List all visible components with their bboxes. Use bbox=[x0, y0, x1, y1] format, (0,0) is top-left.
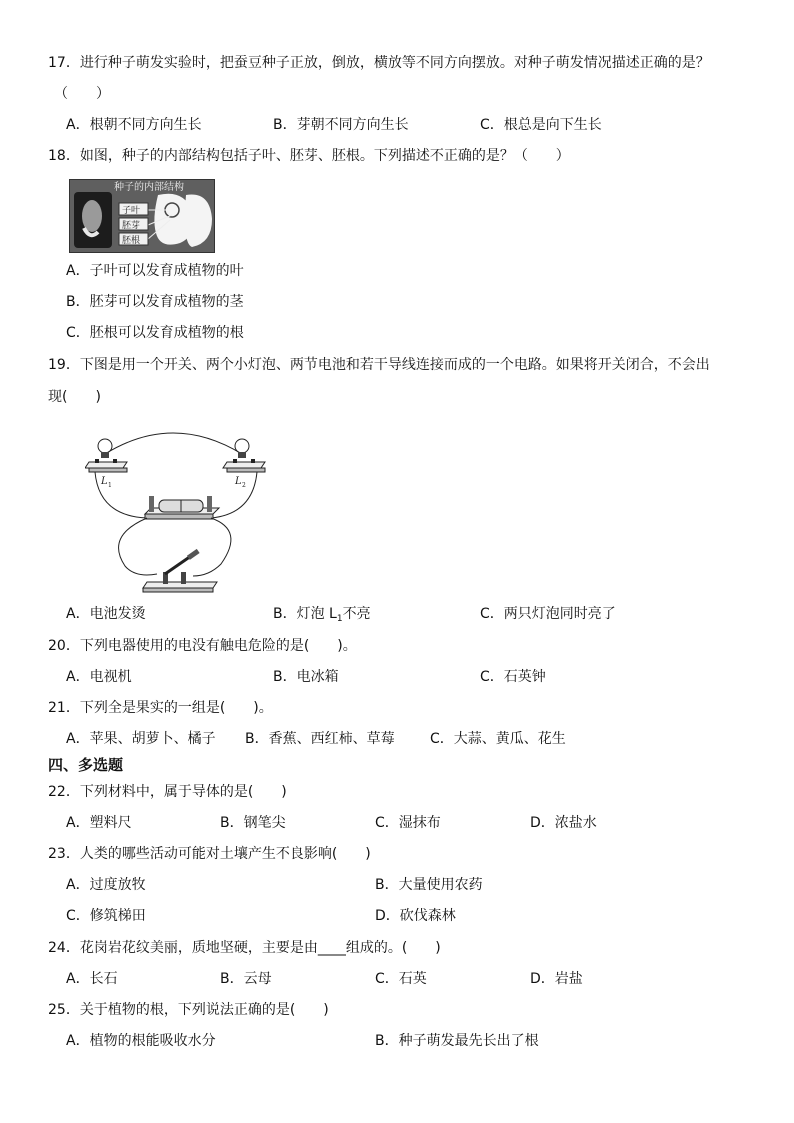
q17-option-a: A．根朝不同方向生长 bbox=[66, 117, 202, 133]
seed-figure-caption: 种子的内部结构 bbox=[114, 182, 184, 193]
q24-stem bbox=[48, 941, 441, 955]
q23-option-b: B．大量使用农药 bbox=[375, 877, 483, 893]
q19-option-b-post: 不亮 bbox=[342, 606, 371, 622]
q19-option-c: C．两只灯泡同时亮了 bbox=[480, 606, 616, 622]
q18-stem: 18．如图，种子的内部结构包括子叶、胚芽、胚根。下列描述不正确的是？（ ） bbox=[48, 148, 570, 164]
q18-option-c: C．胚根可以发育成植物的根 bbox=[66, 325, 244, 341]
q20-option-c: C．石英钟 bbox=[480, 669, 546, 685]
bulb-l2-icon bbox=[223, 439, 265, 472]
label-ziye: 子叶 bbox=[122, 206, 141, 216]
switch-icon bbox=[143, 549, 217, 592]
q19-stem-line2: 现( ) bbox=[48, 389, 101, 405]
seed-structure-figure bbox=[69, 179, 215, 253]
q19-stem-line1: 19．下图是用一个开关、两个小灯泡、两节电池和若干导线连接而成的一个电路。如果将开关闭合，不会出 bbox=[48, 357, 710, 373]
q24-stem-pre: 24．花岗岩花纹美丽，质地坚硬，主要是由 bbox=[48, 940, 318, 956]
q24-stem-blank: ____ bbox=[317, 940, 346, 956]
q19-option-b-pre: B．灯泡 L bbox=[273, 606, 337, 622]
q22-option-d: D．浓盐水 bbox=[530, 815, 597, 831]
q17-stem: 17．进行种子萌发实验时，把蚕豆种子正放，倒放，横放等不同方向摆放。对种子萌发情况描述正确的是？ bbox=[48, 55, 710, 71]
label-l1-sub: 1 bbox=[108, 482, 112, 489]
q24-option-a: A．长石 bbox=[66, 971, 118, 987]
q20-option-a: A．电视机 bbox=[66, 669, 132, 685]
q21-option-c: C．大蒜、黄瓜、花生 bbox=[430, 731, 566, 747]
q22-option-a: A．塑料尺 bbox=[66, 815, 132, 831]
q23-option-a: A．过度放牧 bbox=[66, 877, 146, 893]
q19-option-a: A．电池发烫 bbox=[66, 606, 146, 622]
label-l2: L bbox=[235, 476, 242, 487]
q22-stem: 22．下列材料中，属于导体的是( ) bbox=[48, 784, 287, 800]
seed-diagram bbox=[70, 180, 214, 252]
battery-icon bbox=[145, 496, 219, 519]
q17-blank: （ ） bbox=[54, 86, 110, 102]
q18-option-a: A．子叶可以发育成植物的叶 bbox=[66, 263, 244, 279]
q20-stem: 20．下列电器使用的电没有触电危险的是( )。 bbox=[48, 638, 357, 654]
q25-option-b: B．种子萌发最先长出了根 bbox=[375, 1033, 539, 1049]
q20-option-b: B．电冰箱 bbox=[273, 669, 339, 685]
q25-option-a: A．植物的根能吸收水分 bbox=[66, 1033, 216, 1049]
q21-option-a: A．苹果、胡萝卜、橘子 bbox=[66, 731, 216, 747]
q19-option-b bbox=[273, 607, 371, 624]
q25-stem: 25．关于植物的根，下列说法正确的是( ) bbox=[48, 1002, 329, 1018]
q24-stem-post: 组成的。( ) bbox=[345, 940, 441, 956]
q21-option-b: B．香蕉、西红柿、草莓 bbox=[245, 731, 395, 747]
q21-stem: 21．下列全是果实的一组是( )。 bbox=[48, 700, 273, 716]
q24-option-b: B．云母 bbox=[220, 971, 272, 987]
q22-option-b: B．钢笔尖 bbox=[220, 815, 286, 831]
circuit-diagram bbox=[85, 426, 280, 596]
label-l2-sub: 2 bbox=[242, 482, 246, 489]
q24-option-c: C．石英 bbox=[375, 971, 427, 987]
q24-option-d: D．岩盐 bbox=[530, 971, 583, 987]
q17-option-b: B．芽朝不同方向生长 bbox=[273, 117, 409, 133]
label-peigen: 胚根 bbox=[122, 236, 141, 246]
q18-option-b: B．胚芽可以发育成植物的茎 bbox=[66, 294, 244, 310]
q22-option-c: C．湿抹布 bbox=[375, 815, 441, 831]
label-l1: L bbox=[101, 476, 108, 487]
q23-option-d: D．砍伐森林 bbox=[375, 908, 456, 924]
q23-option-c: C．修筑梯田 bbox=[66, 908, 146, 924]
section-title: 四、多选题 bbox=[48, 756, 124, 774]
q17-option-c: C．根总是向下生长 bbox=[480, 117, 602, 133]
q19-option-b-sub: 1 bbox=[336, 614, 343, 624]
label-peiya: 胚芽 bbox=[122, 221, 141, 231]
q23-stem: 23．人类的哪些活动可能对土壤产生不良影响( ) bbox=[48, 846, 371, 862]
bulb-l1-icon bbox=[85, 439, 127, 472]
